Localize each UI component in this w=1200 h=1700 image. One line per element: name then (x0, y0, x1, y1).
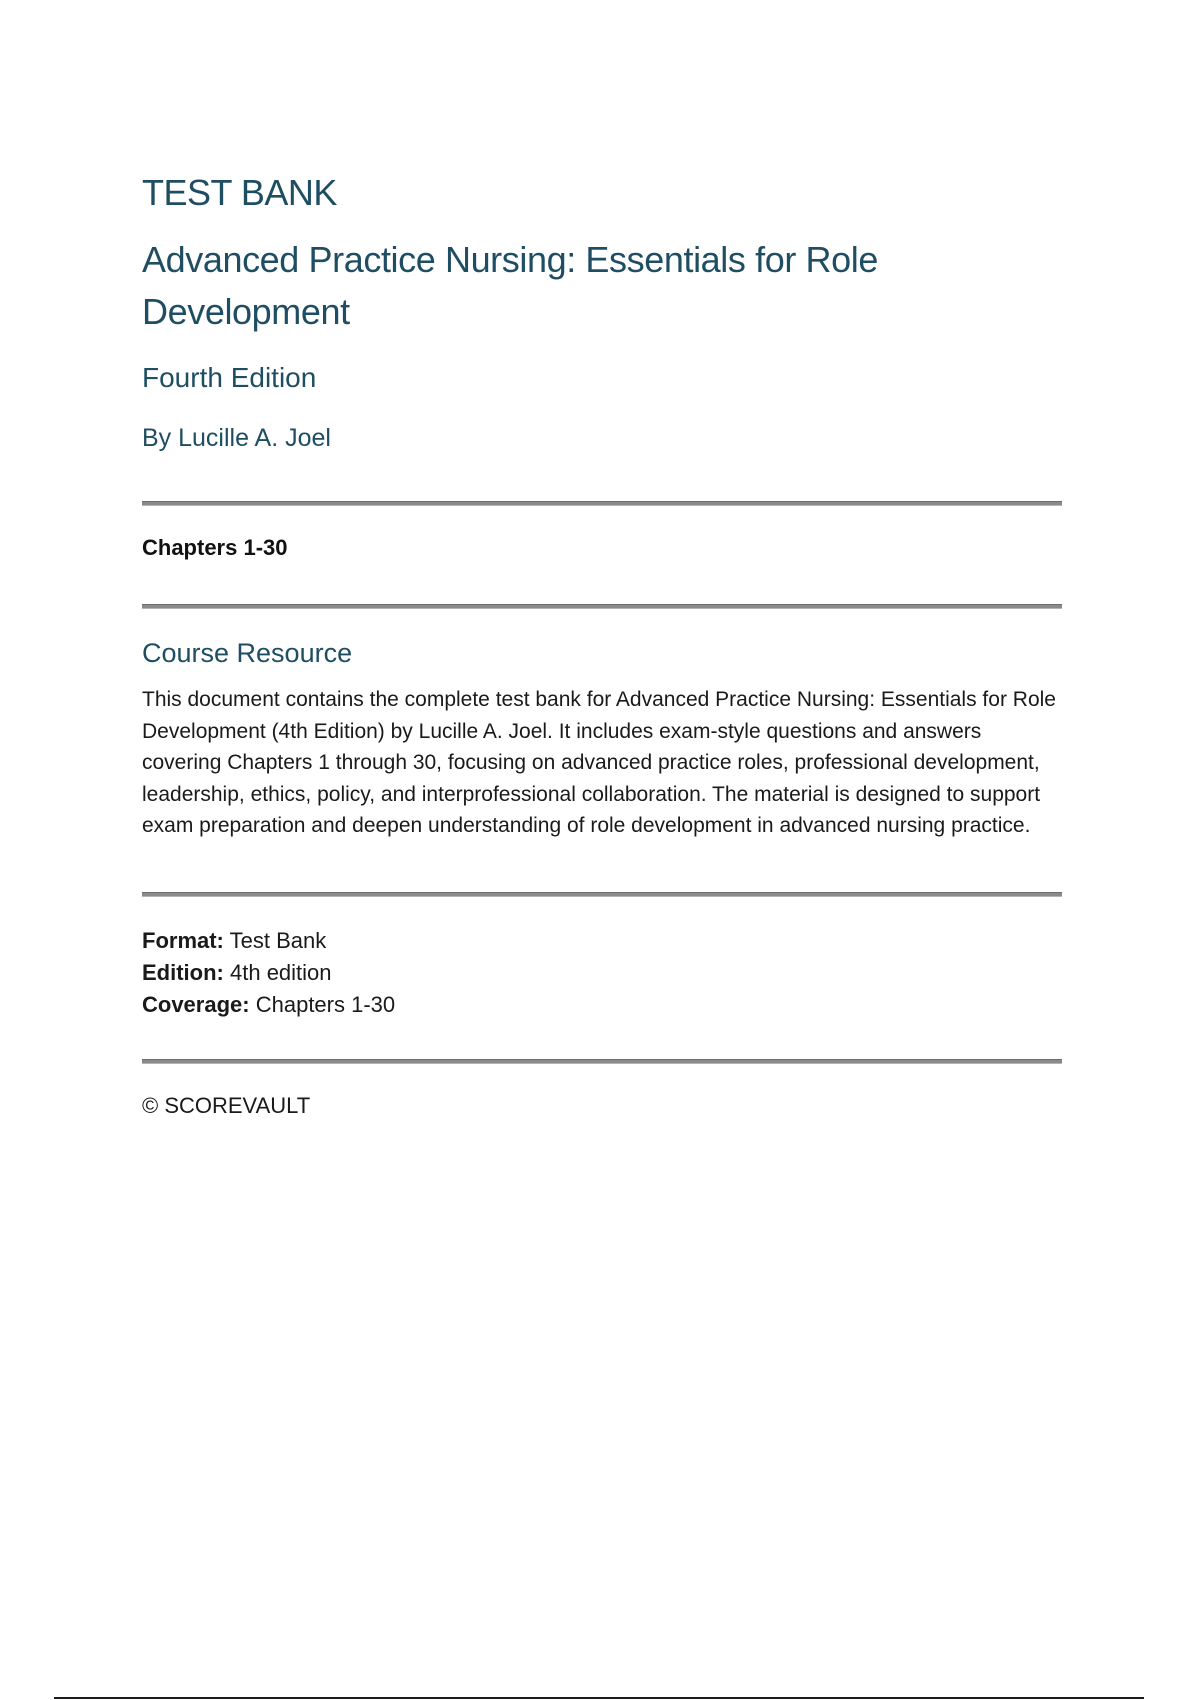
copyright-notice: © SCOREVAULT (142, 1093, 311, 1118)
divider (142, 604, 1062, 609)
divider (142, 1059, 1062, 1064)
detail-key: Edition: (142, 960, 224, 985)
detail-value: Test Bank (229, 928, 327, 953)
chapters-range: Chapters 1-30 (142, 535, 288, 560)
divider (142, 501, 1062, 506)
detail-value: 4th edition (230, 960, 332, 985)
detail-value: Chapters 1-30 (255, 992, 396, 1017)
detail-format (142, 925, 395, 957)
course-resource-description: This document contains the complete test bank for Advanced Practice Nursing: Essentials for Role Development (4th Edition) by Lucille A. Joel. It includes exam-style questions and answers covering Chapters 1 through 30, focusing on advanced practice roles, professional development, leadership, ethics, policy, and interprofessional collaboration. The material is designed to support exam preparation and deepen understanding of role development in advanced nursing practice. (142, 688, 1056, 837)
details-list (142, 925, 395, 1021)
book-title: Advanced Practice Nursing: Essentials for Role Development (142, 239, 878, 332)
detail-key: Coverage: (142, 992, 250, 1017)
detail-key: Format: (142, 928, 224, 953)
detail-edition (142, 957, 395, 989)
divider (142, 892, 1062, 897)
page-bottom-border (54, 1697, 1144, 1699)
detail-coverage (142, 989, 395, 1021)
course-resource-heading: Course Resource (142, 638, 353, 668)
author-line: By Lucille A. Joel (142, 424, 331, 452)
document-label: TEST BANK (142, 172, 337, 213)
edition-line: Fourth Edition (142, 362, 317, 393)
